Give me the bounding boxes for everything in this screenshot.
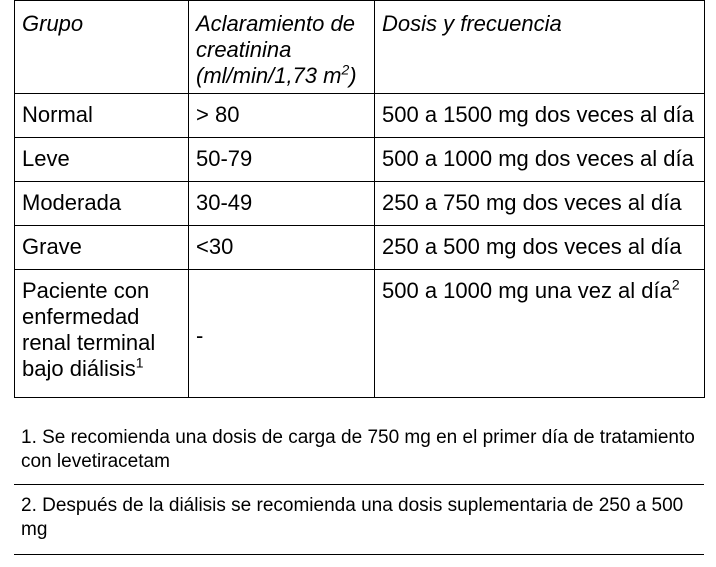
table-row [15,138,705,182]
header-clearance-close: ) [349,63,357,88]
cell-dose [375,270,705,398]
header-dose: Dosis y frecuencia [375,1,705,94]
footnote-1: 1. Se recomienda una dosis de carga de 750 mg en el primer día de tratamiento con levetiracetam [21,427,695,472]
cell-clearance: 50-79 [189,138,375,182]
table-row [15,226,705,270]
header-clearance-sup: 2 [341,61,350,78]
cell-clearance: - [189,270,375,398]
header-clearance [189,1,375,94]
table-header-row [15,1,705,94]
cell-clearance: <30 [189,226,375,270]
cell-clearance: 30-49 [189,182,375,226]
cell-group-text: Paciente con enfermedad renal terminal bajo diálisis [22,278,156,381]
cell-group: Leve [15,138,189,182]
cell-group: Normal [15,94,189,138]
table-row [15,270,705,398]
cell-group: Moderada [15,182,189,226]
cell-clearance: > 80 [189,94,375,138]
cell-dose: 500 a 1500 mg dos veces al día [375,94,705,138]
cell-dose-text: 500 a 1000 mg una vez al día [382,278,672,303]
footnote-divider [14,484,704,485]
cell-dose: 500 a 1000 mg dos veces al día [375,138,705,182]
header-group: Grupo [15,1,189,94]
table-row [15,182,705,226]
cell-dose: 250 a 750 mg dos veces al día [375,182,705,226]
cell-group-sup: 1 [135,354,144,371]
table-row [15,94,705,138]
cell-group [15,270,189,398]
cell-dose: 250 a 500 mg dos veces al día [375,226,705,270]
dosage-table [14,0,705,398]
bottom-rule [14,554,704,555]
dosage-table-container [14,0,704,398]
cell-group: Grave [15,226,189,270]
footnote-2: 2. Después de la diálisis se recomienda una dosis suplementaria de 250 a 500 mg [21,495,684,540]
header-clearance-text: Aclaramiento de creatinina (ml/min/1,73 m [196,11,355,88]
cell-dose-sup: 2 [671,276,680,293]
